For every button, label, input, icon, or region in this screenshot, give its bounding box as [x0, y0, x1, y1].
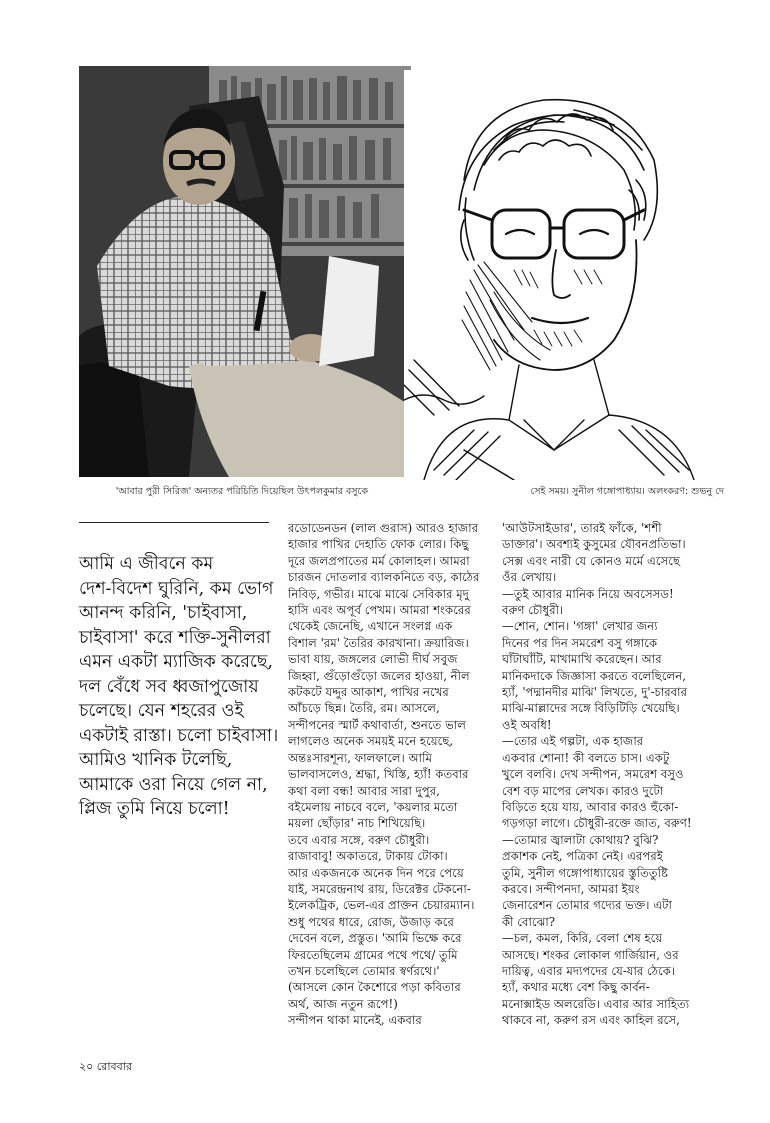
body-line: মাঝি-মাল্লাদের সঙ্গে বিড়িটিড়ি খেয়েছি।: [502, 701, 680, 716]
pull-quote-divider: [79, 522, 269, 523]
body-line: ডাক্তার'। অবশ্যই কুসুমের যৌবনপ্রতিভা।: [502, 537, 686, 552]
body-line: হ্যাঁ, কথার মধ্যে বেশ কিছু কার্বন-: [502, 980, 650, 995]
article-column-right: [502, 520, 722, 1029]
body-line: কথা বলা বন্ধ! আবার সারা দুপুর,: [288, 783, 440, 798]
body-line: বেশ বড় মাপের লেখক। কারও দুটো: [502, 783, 664, 798]
body-line: চারজন দোতলার ব্যালকনিতে বড়, কাঠের: [288, 570, 480, 585]
pull-quote: [79, 552, 279, 822]
pull-quote-line: দল বেঁধে সব ধ্বজাপুজোয়: [79, 676, 259, 697]
pull-quote-line: চাইবাসা' করে শক্তি-সুনীলরা: [79, 627, 271, 648]
body-line: —তোমার জ্বালাটা কোথায়? বুঝি?: [502, 832, 659, 847]
body-line: করবে। সন্দীপনদা, আমরা ইয়ং: [502, 881, 640, 896]
body-line: থাকবে না, করুণ রস এবং কাহিল রসে,: [502, 1013, 680, 1028]
body-line: ভাবা যায়, জঙ্গলের লোভী দীর্ঘ সবুজ: [288, 652, 458, 667]
body-line: ওই অবধি!: [502, 717, 552, 732]
body-line: হাজার পাখির দেহাতি ফোক লোর। কিছু: [288, 537, 469, 552]
body-line: দেবেন বলে, প্রস্তুত। 'আমি ভিক্ষে করে: [288, 931, 462, 946]
body-line: ভালবাসলেও, শ্রদ্ধা, খিস্তি, হ্যাঁ! কতবার: [288, 767, 469, 782]
body-line: অন্তঃসারশূন্য, ফালফালে। আমি: [288, 750, 432, 765]
body-line: নিবিড়, গভীর। মাঝে মাঝে সেবিকার মৃদু: [288, 586, 469, 601]
pull-quote-line: আমাকে ওরা নিয়ে গেল না,: [79, 774, 268, 795]
body-line: জেনারেশন তোমার গদ্যের ভক্ত। এটা: [502, 898, 672, 913]
body-line: তবে এবার সঙ্গে, বরুণ চৌধুরী।: [288, 832, 430, 847]
body-line: লাগলেও অনেক সময়ই মনে হয়েছে,: [288, 734, 454, 749]
pull-quote-line: আমি এ জীবনে কম: [79, 554, 214, 574]
body-line: বরুণ চৌধুরী।: [502, 603, 564, 618]
body-line: হ্যাঁ, 'পদ্মানদীর মাঝি' লিখতে, দু'-চারবার: [502, 685, 688, 700]
body-line: কী বোঝো?: [502, 914, 556, 929]
body-line: ময়লা ছোঁড়ার' নাচ শিখিয়েছি।: [288, 816, 426, 831]
pull-quote-line: দেশ-বিদেশ ঘুরিনি, কম ভোগ: [79, 578, 274, 599]
sketch-caption: সেই সময়। সুনীল গঙ্গোপাধ্যায়। অলংকরণ: শুভনু দে: [530, 486, 724, 497]
body-line: দূরে জলপ্রপাতের মর্ম কোলাহল। আমরা: [288, 553, 470, 568]
body-line: অর্থ, আজ নতুন রূপে!): [288, 996, 398, 1011]
pull-quote-line: একটাই রাস্তা। চলো চাইবাসা।: [79, 725, 279, 746]
body-line: থেকেই জেনেছি, এখানে সংলগ্ন এক: [288, 619, 453, 634]
body-line: —চল, কমল, কিরি, বেলা শেষ হয়ে: [502, 931, 663, 946]
body-line: ফিরতেছিলেম গ্রামের পথে পথে/ তুমি: [288, 947, 458, 962]
body-line: রাজাবাবু! অকাতরে, টাকায় টোকা।: [288, 849, 448, 864]
body-line: 'আউটসাইডার', তারই ফাঁকে, 'শশী: [502, 521, 662, 535]
body-line: বিড়িতে হয়ে যায়, আবার কারও হুঁকো-: [502, 799, 679, 814]
portrait-sketch: [404, 70, 706, 480]
pull-quote-line: প্লিজ তুমি নিয়ে চলো!: [79, 799, 230, 819]
body-line: —তুই আবার মানিক নিয়ে অবসেসড!: [502, 586, 674, 601]
body-line: সন্দীপন থাকা মানেই, একবার: [288, 1013, 422, 1028]
body-line: মানিকদাকে জিজ্ঞাসা করতে বলেছিলেন,: [502, 668, 686, 683]
pull-quote-line: আমিও খানিক টলেছি,: [79, 750, 233, 770]
pull-quote-line: এমন একটা ম্যাজিক করেছে,: [79, 652, 273, 672]
body-line: যাই, সমরেন্দ্রনাথ রায়, ডিরেক্টর টেকনো-: [288, 881, 471, 896]
body-line: আসছে। শংকর লোকাল গার্জিয়ান, ওর: [502, 947, 679, 962]
body-line: প্রকাশক নেই, পত্রিকা নেই। এরপরই: [502, 849, 663, 864]
body-line: আঁচড়ে ছিন্ন। তৈরি, রম। আসলে,: [288, 701, 440, 716]
author-photo: [79, 66, 411, 477]
sketch-illustration: [404, 70, 706, 480]
body-line: (আসলে কোন কৈশোরে পড়া কবিতার: [288, 980, 461, 995]
photo-illustration: [79, 66, 411, 477]
body-line: সেক্স এবং নারী যে কোনও মর্মে এসেছে: [502, 553, 681, 568]
body-line: কটকটে যদ্দুর আকাশ, পাখির নখের: [288, 685, 449, 700]
body-line: ইলেকট্রিক, ভেল-এর প্রাক্তন চেয়ারম্যান।: [288, 898, 475, 913]
body-line: জিহ্বা, গুঁড়োগুঁড়ো জলের হাওয়া, নীল: [288, 668, 470, 683]
body-line: বিশাল 'রম' তৈরির কারখানা। ক্রয়ারিজ।: [288, 635, 469, 650]
body-line: হাসি এবং অপূর্ব পেখম। আমরা শংকরের: [288, 603, 471, 618]
body-line: মনোক্সাইড অলরেডি। এবার আর সাহিত্য: [502, 996, 690, 1011]
pull-quote-line: আনন্দ করিনি, 'চাইবাসা,: [79, 603, 248, 623]
body-line: গড়গড়া লাগে। চৌধুরী-রক্তে জাত, বরুণ!: [502, 816, 692, 831]
body-line: ওঁর লেখায়।: [502, 570, 557, 585]
body-line: ঘাঁটাঘাঁটি, মাখামাখি করেছেন। আর: [502, 652, 662, 667]
body-line: আর একজনকে অনেক দিন পরে পেয়ে: [288, 865, 464, 880]
body-line: খুলে বলবি। দেখ সন্দীপন, সমরেশ বসুও: [502, 767, 684, 782]
body-line: বইমেলায় নাচবে বলে, 'কয়লার মতো: [288, 799, 458, 814]
body-line: দিনের পর দিন সমরেশ বসু গঙ্গাকে: [502, 635, 658, 650]
body-line: দায়িত্ব, এবার মদ্যপদের যে-যার ঠেকে।: [502, 963, 676, 978]
body-line: শুধু পথের ধারে, রোজ, উজাড় করে: [288, 914, 454, 929]
body-line: তুমি, সুনীল গঙ্গোপাধ্যায়ের স্তুতিতুষ্টি: [502, 865, 669, 880]
pull-quote-line: চলেছে। যেন শহরের ওই: [79, 701, 244, 721]
article-column-middle: [288, 520, 488, 1029]
body-line: সন্দীপনের স্মার্ট কথাবার্তা, শুনতে ভাল: [288, 717, 466, 732]
body-line: তখন চলেছিলে তোমার স্বর্ণরথে।': [288, 963, 440, 978]
body-line: —তোর এই গল্পটা, এক হাজার: [502, 734, 644, 749]
body-line: —শোন, শোন। 'গঙ্গা' লেখার জন্য: [502, 619, 658, 634]
body-line: একবার শোনা! কী বলতে চাস। একটু: [502, 750, 670, 765]
photo-caption: 'আবার পুরী সিরিজ' অন্যতর পরিচিতি দিয়েছিল উৎপলকুমার বসুকে: [115, 486, 368, 497]
page-folio: ২০ রোববার: [79, 1060, 132, 1073]
body-line: রডোডেনডন (লাল গুরাস) আরও হাজার: [288, 521, 479, 535]
